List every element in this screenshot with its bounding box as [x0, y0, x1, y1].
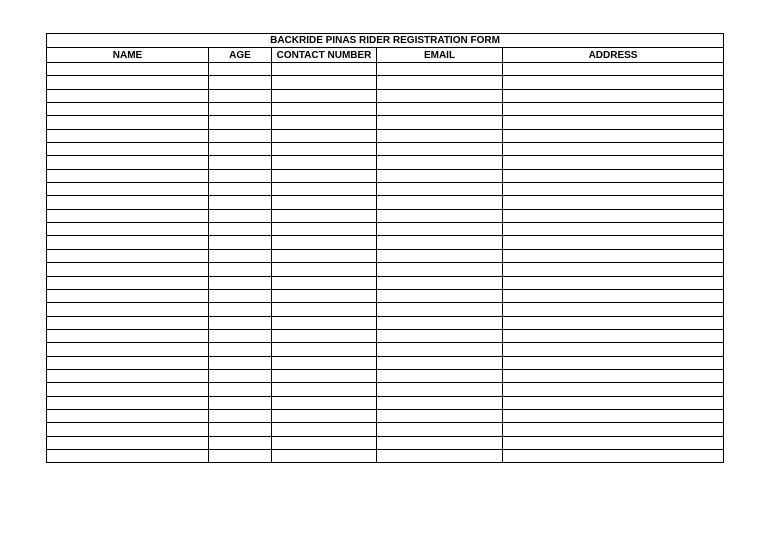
- entry-cell-age[interactable]: [209, 303, 272, 316]
- entry-cell-age[interactable]: [209, 369, 272, 382]
- entry-cell-email[interactable]: [377, 276, 503, 289]
- entry-cell-age[interactable]: [209, 249, 272, 262]
- entry-cell-contact-number[interactable]: [272, 209, 377, 222]
- entry-cell-email[interactable]: [377, 289, 503, 302]
- form-entry-row: [47, 249, 724, 262]
- entry-cell-contact-number[interactable]: [272, 449, 377, 462]
- entry-cell-email[interactable]: [377, 156, 503, 169]
- title-row: [47, 34, 724, 48]
- entry-cell-contact-number[interactable]: [272, 156, 377, 169]
- entry-cell-name[interactable]: [47, 356, 209, 369]
- entry-cell-email[interactable]: [377, 383, 503, 396]
- form-entry-row: [47, 436, 724, 449]
- entry-cell-email[interactable]: [377, 436, 503, 449]
- entry-cell-email[interactable]: [377, 329, 503, 342]
- entry-cell-age[interactable]: [209, 183, 272, 196]
- form-entry-row: [47, 276, 724, 289]
- entry-cell-address[interactable]: [503, 369, 724, 382]
- entry-cell-email[interactable]: [377, 249, 503, 262]
- entry-cell-contact-number[interactable]: [272, 196, 377, 209]
- entry-cell-contact-number[interactable]: [272, 183, 377, 196]
- form-entry-row: [47, 223, 724, 236]
- header-row: [47, 48, 724, 63]
- entry-cell-contact-number[interactable]: [272, 383, 377, 396]
- entry-cell-age[interactable]: [209, 356, 272, 369]
- entry-cell-address[interactable]: [503, 316, 724, 329]
- entry-cell-contact-number[interactable]: [272, 356, 377, 369]
- entry-cell-email[interactable]: [377, 263, 503, 276]
- entry-cell-address[interactable]: [503, 63, 724, 76]
- entry-cell-address[interactable]: [503, 303, 724, 316]
- entry-cell-name[interactable]: [47, 396, 209, 409]
- form-entry-row: [47, 316, 724, 329]
- entry-cell-email[interactable]: [377, 103, 503, 116]
- entry-cell-name[interactable]: [47, 343, 209, 356]
- form-entry-row: [47, 289, 724, 302]
- form-entry-row: [47, 263, 724, 276]
- entry-cell-contact-number[interactable]: [272, 236, 377, 249]
- registration-form-table: [46, 33, 724, 463]
- entry-cell-contact-number[interactable]: [272, 316, 377, 329]
- form-entry-row: [47, 76, 724, 89]
- form-body: [47, 63, 724, 463]
- entry-cell-contact-number[interactable]: [272, 103, 377, 116]
- entry-cell-name[interactable]: [47, 263, 209, 276]
- form-entry-row: [47, 343, 724, 356]
- entry-cell-name[interactable]: [47, 329, 209, 342]
- form-entry-row: [47, 236, 724, 249]
- entry-cell-address[interactable]: [503, 76, 724, 89]
- entry-cell-age[interactable]: [209, 396, 272, 409]
- form-entry-row: [47, 329, 724, 342]
- entry-cell-address[interactable]: [503, 156, 724, 169]
- entry-cell-age[interactable]: [209, 343, 272, 356]
- entry-cell-age[interactable]: [209, 103, 272, 116]
- entry-cell-address[interactable]: [503, 236, 724, 249]
- entry-cell-name[interactable]: [47, 63, 209, 76]
- entry-cell-address[interactable]: [503, 329, 724, 342]
- entry-cell-email[interactable]: [377, 116, 503, 129]
- entry-cell-email[interactable]: [377, 183, 503, 196]
- entry-cell-address[interactable]: [503, 449, 724, 462]
- column-header-email: EMAIL: [377, 48, 503, 63]
- form-entry-row: [47, 63, 724, 76]
- entry-cell-name[interactable]: [47, 316, 209, 329]
- entry-cell-email[interactable]: [377, 316, 503, 329]
- entry-cell-age[interactable]: [209, 383, 272, 396]
- entry-cell-name[interactable]: [47, 76, 209, 89]
- entry-cell-contact-number[interactable]: [272, 369, 377, 382]
- entry-cell-address[interactable]: [503, 263, 724, 276]
- form-entry-row: [47, 156, 724, 169]
- entry-cell-contact-number[interactable]: [272, 436, 377, 449]
- entry-cell-name[interactable]: [47, 143, 209, 156]
- entry-cell-contact-number[interactable]: [272, 223, 377, 236]
- form-entry-row: [47, 409, 724, 422]
- entry-cell-contact-number[interactable]: [272, 76, 377, 89]
- entry-cell-contact-number[interactable]: [272, 129, 377, 142]
- entry-cell-age[interactable]: [209, 89, 272, 102]
- form-entry-row: [47, 169, 724, 182]
- entry-cell-name[interactable]: [47, 103, 209, 116]
- entry-cell-email[interactable]: [377, 196, 503, 209]
- entry-cell-age[interactable]: [209, 129, 272, 142]
- entry-cell-name[interactable]: [47, 129, 209, 142]
- entry-cell-name[interactable]: [47, 289, 209, 302]
- entry-cell-address[interactable]: [503, 196, 724, 209]
- entry-cell-name[interactable]: [47, 436, 209, 449]
- entry-cell-address[interactable]: [503, 383, 724, 396]
- entry-cell-contact-number[interactable]: [272, 143, 377, 156]
- entry-cell-address[interactable]: [503, 209, 724, 222]
- form-entry-row: [47, 129, 724, 142]
- entry-cell-contact-number[interactable]: [272, 89, 377, 102]
- entry-cell-name[interactable]: [47, 209, 209, 222]
- entry-cell-email[interactable]: [377, 169, 503, 182]
- entry-cell-address[interactable]: [503, 183, 724, 196]
- entry-cell-contact-number[interactable]: [272, 343, 377, 356]
- entry-cell-contact-number[interactable]: [272, 249, 377, 262]
- entry-cell-email[interactable]: [377, 129, 503, 142]
- entry-cell-name[interactable]: [47, 169, 209, 182]
- entry-cell-contact-number[interactable]: [272, 263, 377, 276]
- entry-cell-name[interactable]: [47, 369, 209, 382]
- entry-cell-name[interactable]: [47, 223, 209, 236]
- entry-cell-name[interactable]: [47, 183, 209, 196]
- entry-cell-contact-number[interactable]: [272, 169, 377, 182]
- entry-cell-contact-number[interactable]: [272, 423, 377, 436]
- form-entry-row: [47, 369, 724, 382]
- entry-cell-email[interactable]: [377, 63, 503, 76]
- entry-cell-age[interactable]: [209, 169, 272, 182]
- entry-cell-address[interactable]: [503, 396, 724, 409]
- form-entry-row: [47, 89, 724, 102]
- entry-cell-email[interactable]: [377, 409, 503, 422]
- entry-cell-age[interactable]: [209, 63, 272, 76]
- entry-cell-email[interactable]: [377, 89, 503, 102]
- entry-cell-email[interactable]: [377, 423, 503, 436]
- entry-cell-email[interactable]: [377, 356, 503, 369]
- entry-cell-address[interactable]: [503, 276, 724, 289]
- entry-cell-name[interactable]: [47, 276, 209, 289]
- form-entry-row: [47, 196, 724, 209]
- entry-cell-name[interactable]: [47, 89, 209, 102]
- entry-cell-address[interactable]: [503, 223, 724, 236]
- form-entry-row: [47, 209, 724, 222]
- form-title: BACKRIDE PINAS RIDER REGISTRATION FORM: [47, 34, 724, 48]
- entry-cell-name[interactable]: [47, 156, 209, 169]
- column-header-name: NAME: [47, 48, 209, 63]
- entry-cell-name[interactable]: [47, 249, 209, 262]
- entry-cell-age[interactable]: [209, 223, 272, 236]
- entry-cell-address[interactable]: [503, 169, 724, 182]
- entry-cell-name[interactable]: [47, 236, 209, 249]
- entry-cell-contact-number[interactable]: [272, 396, 377, 409]
- entry-cell-email[interactable]: [377, 449, 503, 462]
- entry-cell-email[interactable]: [377, 76, 503, 89]
- entry-cell-name[interactable]: [47, 409, 209, 422]
- entry-cell-address[interactable]: [503, 249, 724, 262]
- entry-cell-address[interactable]: [503, 103, 724, 116]
- entry-cell-address[interactable]: [503, 409, 724, 422]
- entry-cell-name[interactable]: [47, 449, 209, 462]
- column-header-address: ADDRESS: [503, 48, 724, 63]
- entry-cell-age[interactable]: [209, 196, 272, 209]
- entry-cell-address[interactable]: [503, 343, 724, 356]
- entry-cell-email[interactable]: [377, 303, 503, 316]
- entry-cell-age[interactable]: [209, 423, 272, 436]
- form-entry-row: [47, 423, 724, 436]
- entry-cell-contact-number[interactable]: [272, 409, 377, 422]
- entry-cell-address[interactable]: [503, 89, 724, 102]
- entry-cell-address[interactable]: [503, 356, 724, 369]
- entry-cell-age[interactable]: [209, 316, 272, 329]
- entry-cell-address[interactable]: [503, 143, 724, 156]
- form-entry-row: [47, 143, 724, 156]
- form-entry-row: [47, 303, 724, 316]
- entry-cell-name[interactable]: [47, 196, 209, 209]
- entry-cell-age[interactable]: [209, 116, 272, 129]
- entry-cell-email[interactable]: [377, 236, 503, 249]
- entry-cell-contact-number[interactable]: [272, 116, 377, 129]
- entry-cell-email[interactable]: [377, 343, 503, 356]
- entry-cell-address[interactable]: [503, 129, 724, 142]
- entry-cell-address[interactable]: [503, 289, 724, 302]
- entry-cell-contact-number[interactable]: [272, 276, 377, 289]
- entry-cell-name[interactable]: [47, 423, 209, 436]
- entry-cell-address[interactable]: [503, 116, 724, 129]
- entry-cell-email[interactable]: [377, 396, 503, 409]
- entry-cell-name[interactable]: [47, 116, 209, 129]
- entry-cell-age[interactable]: [209, 289, 272, 302]
- form-entry-row: [47, 383, 724, 396]
- entry-cell-age[interactable]: [209, 436, 272, 449]
- entry-cell-age[interactable]: [209, 329, 272, 342]
- entry-cell-contact-number[interactable]: [272, 329, 377, 342]
- column-header-contact-number: CONTACT NUMBER: [272, 48, 377, 63]
- form-entry-row: [47, 396, 724, 409]
- entry-cell-age[interactable]: [209, 76, 272, 89]
- entry-cell-name[interactable]: [47, 383, 209, 396]
- entry-cell-address[interactable]: [503, 423, 724, 436]
- entry-cell-age[interactable]: [209, 156, 272, 169]
- entry-cell-age[interactable]: [209, 409, 272, 422]
- form-entry-row: [47, 356, 724, 369]
- entry-cell-contact-number[interactable]: [272, 289, 377, 302]
- entry-cell-email[interactable]: [377, 369, 503, 382]
- entry-cell-contact-number[interactable]: [272, 303, 377, 316]
- column-header-age: AGE: [209, 48, 272, 63]
- form-entry-row: [47, 103, 724, 116]
- entry-cell-age[interactable]: [209, 236, 272, 249]
- entry-cell-email[interactable]: [377, 209, 503, 222]
- entry-cell-email[interactable]: [377, 223, 503, 236]
- entry-cell-contact-number[interactable]: [272, 63, 377, 76]
- entry-cell-age[interactable]: [209, 143, 272, 156]
- entry-cell-age[interactable]: [209, 209, 272, 222]
- form-entry-row: [47, 116, 724, 129]
- entry-cell-address[interactable]: [503, 436, 724, 449]
- entry-cell-email[interactable]: [377, 143, 503, 156]
- form-entry-row: [47, 183, 724, 196]
- entry-cell-age[interactable]: [209, 263, 272, 276]
- entry-cell-age[interactable]: [209, 449, 272, 462]
- entry-cell-age[interactable]: [209, 276, 272, 289]
- entry-cell-name[interactable]: [47, 303, 209, 316]
- form-entry-row: [47, 449, 724, 462]
